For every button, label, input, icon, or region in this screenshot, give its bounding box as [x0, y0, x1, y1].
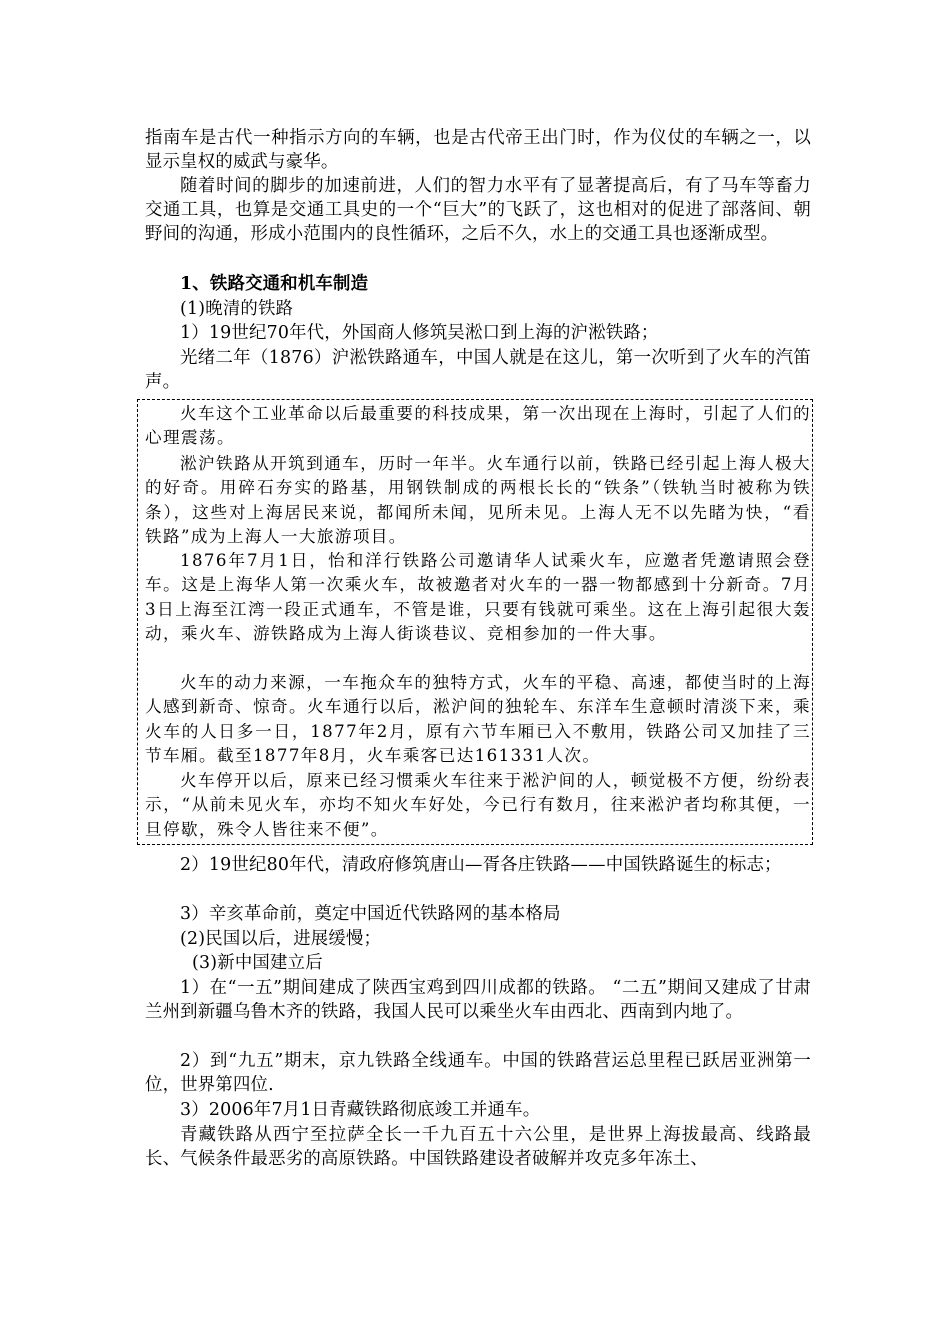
item-1-detail: 光绪二年（1876）沪淞铁路通车，中国人就是在这儿，第一次听到了火车的汽笛声。 [145, 348, 811, 393]
new-item-2: 2）到“九五”期末，京九铁路全线通车。中国的铁路营运总里程已跃居亚洲第一位，世界第四位. [145, 1051, 811, 1096]
sub-heading-new-china: (3)新中国建立后 [192, 953, 323, 973]
sub-heading-republic: (2)民国以后，进展缓慢； [180, 929, 382, 949]
section-heading: 1、铁路交通和机车制造 [180, 274, 369, 294]
box-paragraph-5: 火车停开以后，原来已经习惯乘火车往来于淞沪间的人，顿觉极不方便，纷纷表示，“从前未见火车，亦均不知火车好处，今已行有数月，往来淞沪者均称其便，一旦停歇，殊令人皆往来不便”。 [145, 771, 811, 839]
new-item-1: 1）在“一五”期间建成了陕西宝鸡到四川成都的铁路。 “二五”期间又建成了甘肃兰州到新疆乌鲁木齐的铁路，我国人民可以乘坐火车由西北、西南到内地了。 [145, 978, 811, 1023]
intro-paragraph-1: 指南车是古代一种指示方向的车辆，也是古代帝王出门时，作为仪仗的车辆之一，以显示皇权的威武与豪华。 [145, 128, 811, 173]
intro-paragraph-2: 随着时间的脚步的加速前进，人们的智力水平有了显著提高后，有了马车等畜力交通工具，也算是交通工具史的一个“巨大”的飞跃了，这也相对的促进了部落间、朝野间的沟通，形成小范围内的良性循环，之后不久，水上的交通工具也逐渐成型。 [145, 176, 811, 245]
sub-heading-late-qing: (1)晚清的铁路 [180, 299, 294, 319]
box-paragraph-4: 火车的动力来源，一车拖众车的独特方式，火车的平稳、高速，都使当时的上海人感到新奇、惊奇。火车通行以后，淞沪间的独轮车、东洋车生意顿时清淡下来，乘火车的人日多一日，1877年2月，原有六节车厢已入不敷用，铁路公司又加挂了三节车厢。截至1877年8月，火车乘客已达161331人次。 [145, 673, 811, 765]
item-2: 2）19世纪80年代，清政府修筑唐山—胥各庄铁路——中国铁路诞生的标志； [180, 855, 782, 875]
new-item-3: 3）2006年7月1日青藏铁路彻底竣工并通车。 [180, 1100, 541, 1120]
box-paragraph-3: 1876年7月1日，怡和洋行铁路公司邀请华人试乘火车，应邀者凭邀请照会登车。这是上海华人第一次乘火车，故被邀者对火车的一器一物都感到十分新奇。7月3日上海至江湾一段正式通车，不管是谁，只要有钱就可乘坐。这在上海引起很大轰动，乘火车、游铁路成为上海人街谈巷议、竞相参加的一件大事。 [145, 551, 811, 643]
box-paragraph-1: 火车这个工业革命以后最重要的科技成果，第一次出现在上海时，引起了人们的心理震荡。 [145, 404, 811, 448]
item-1: 1）19世纪70年代，外国商人修筑吴淞口到上海的沪淞铁路； [180, 323, 659, 343]
final-paragraph: 青藏铁路从西宁至拉萨全长一千九百五十六公里，是世界上海拔最高、线路最长、气候条件最恶劣的高原铁路。中国铁路建设者破解并攻克多年冻土、 [145, 1125, 811, 1170]
box-paragraph-2: 淞沪铁路从开筑到通车，历时一年半。火车通行以前，铁路已经引起上海人极大的好奇。用碎石夯实的路基，用钢铁制成的两根长长的“铁条”（铁轨当时被称为铁条），这些对上海居民来说，都闻所未闻，见所未见。上海人无不以先睹为快，“看铁路”成为上海人一大旅游项目。 [145, 454, 811, 546]
item-3: 3）辛亥革命前，奠定中国近代铁路网的基本格局 [180, 904, 561, 924]
